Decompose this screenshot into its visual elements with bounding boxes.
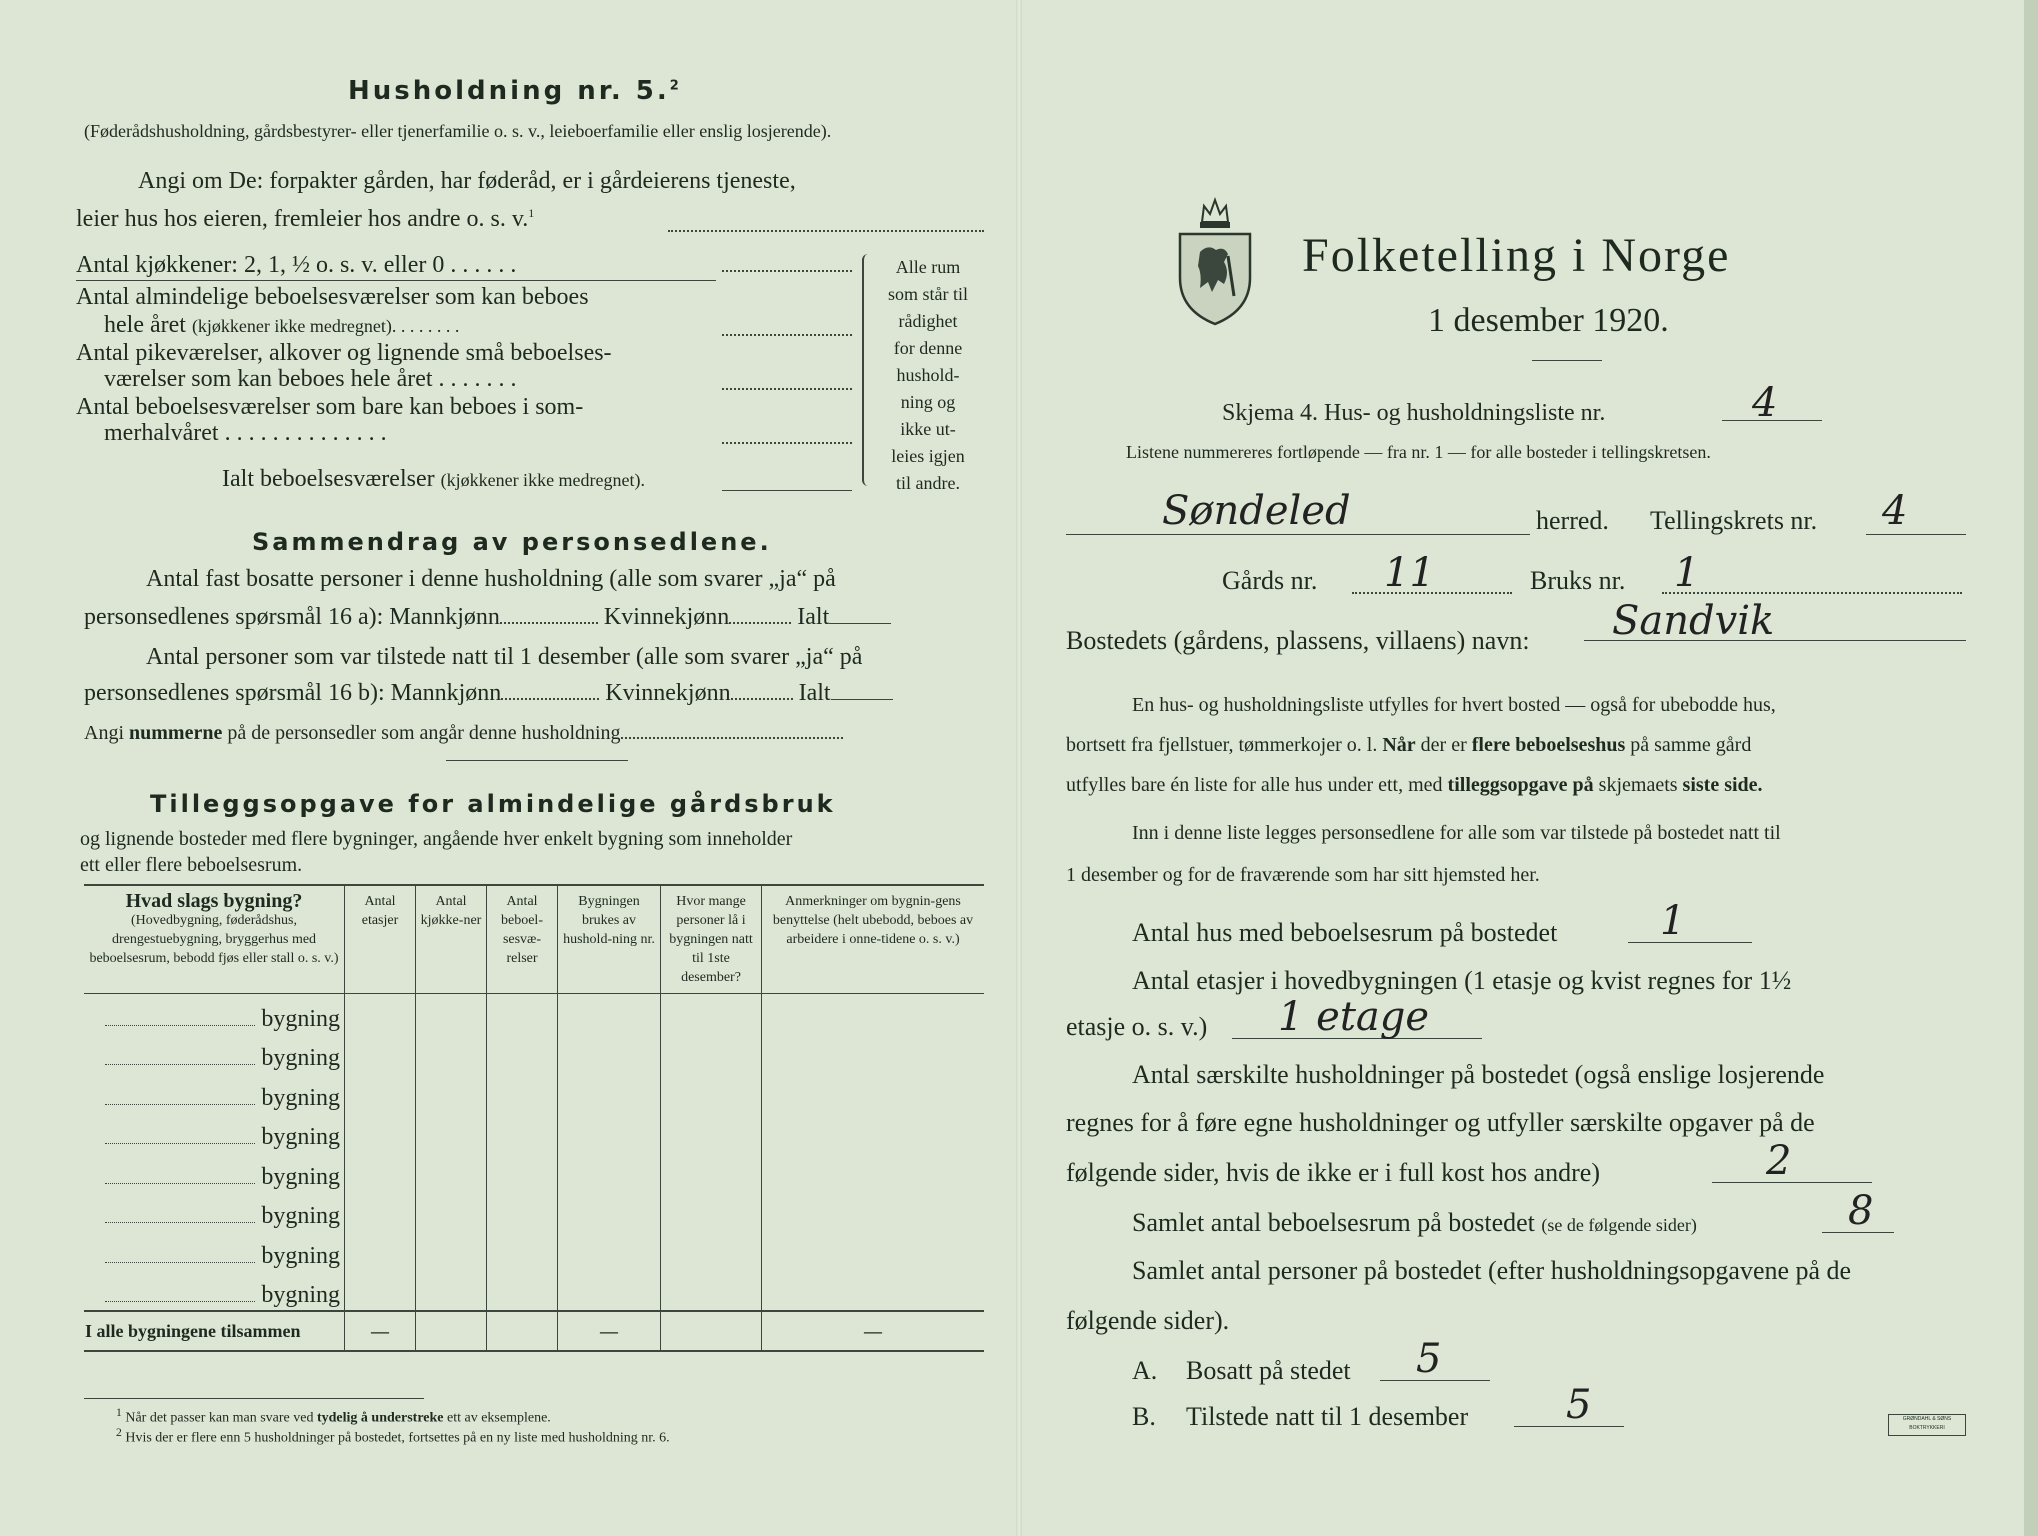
- hus-label: Antal hus med beboelsesrum på bostedet: [1132, 918, 1558, 947]
- tellingskrets-field[interactable]: [1866, 534, 1966, 535]
- alm-label-2: hele året (kjøkkener ikke medregnet). . . . . . . .: [104, 312, 460, 338]
- b-text: Tilstede natt til 1 desember: [1186, 1402, 1469, 1431]
- etasjer-line2: etasje o. s. v.): [1066, 1012, 1208, 1041]
- bare-label-1: Antal beboelsesværelser som bare kan beboes i som-: [76, 394, 584, 420]
- para2-line2: 1 desember og for de fraværende som har sitt hjemsted her.: [1066, 864, 1540, 886]
- tilst-mann-field[interactable]: [501, 698, 599, 700]
- gards-value: 11: [1384, 550, 1435, 596]
- tilst-kvinne-field[interactable]: [731, 698, 793, 700]
- tilst-ialt-field[interactable]: [831, 699, 893, 700]
- table-row[interactable]: bygning: [84, 1073, 984, 1113]
- samlet-pers-line1: Samlet antal personer på bostedet (efter husholdningsopgavene på de: [1132, 1256, 1852, 1285]
- building-table: [84, 884, 984, 1352]
- samlet-rum-label: Samlet antal beboelsesrum på bostedet (se de følgende sider): [1132, 1208, 1697, 1237]
- samlet-rum-value: 8: [1848, 1188, 1874, 1234]
- table-row[interactable]: bygning: [84, 1034, 984, 1074]
- alm-label-1: Antal almindelige beboelsesværelser som kan beboes: [76, 284, 589, 310]
- nummer-field[interactable]: [621, 737, 843, 739]
- col-kjokkener: Antal kjøkke-ner: [416, 885, 487, 994]
- saerskilte-value: 2: [1766, 1138, 1792, 1184]
- tilst-line-2: personsedlenes spørsmål 16 b): Mannkjønn Kvinnekjønn Ialt: [84, 680, 893, 707]
- tellingskrets-label: Tellingskrets nr.: [1650, 506, 1818, 535]
- fast-mann-field[interactable]: [500, 622, 598, 624]
- skjema-nr-value: 4: [1752, 380, 1778, 426]
- household-title: Husholdning nr. 5.$^2$: [348, 76, 682, 106]
- fast-ialt-field[interactable]: [829, 623, 891, 624]
- form-title: Folketelling i Norge: [1302, 229, 1731, 282]
- para1-line3: utfylles bare én liste for alle hus under ett, med tilleggsopgave på skjemaets siste side.: [1066, 774, 1763, 796]
- saerskilte-field[interactable]: [1712, 1182, 1872, 1183]
- col-husholdning-nr: Bygningen brukes av hushold-ning nr.: [558, 885, 661, 994]
- printer-stamp: GRØNDAHL & SØNS BOKTRYKKERI: [1888, 1414, 1966, 1436]
- pike-label-1: Antal pikeværelser, alkover og lignende små beboelses-: [76, 340, 612, 366]
- a-value: 5: [1416, 1336, 1442, 1382]
- table-row[interactable]: bygning: [84, 1113, 984, 1153]
- table-row[interactable]: bygning: [84, 1152, 984, 1192]
- fast-line-1: Antal fast bosatte personer i denne husholdning (alle som svarer „ja“ på: [146, 566, 836, 592]
- col-etasjer: Antal etasjer: [345, 885, 416, 994]
- tilst-line-1: Antal personer som var tilstede natt til 1 desember (alle som svarer „ja“ på: [146, 644, 863, 670]
- a-text: Bosatt på stedet: [1186, 1356, 1351, 1385]
- etasjer-value: 1 etage: [1278, 994, 1430, 1040]
- saerskilte-line3: følgende sider, hvis de ikke er i full kost hos andre): [1066, 1158, 1600, 1187]
- bostedet-label: Bostedets (gårdens, plassens, villaens) navn:: [1066, 626, 1530, 655]
- table-row[interactable]: bygning: [84, 994, 984, 1034]
- a-label: A.: [1132, 1356, 1158, 1385]
- angi-answer-field[interactable]: [668, 230, 984, 232]
- table-total-row: I alle bygningene tilsammen — — —: [84, 1311, 984, 1351]
- saerskilte-line2: regnes for å føre egne husholdninger og utfyller særskilte opgaver på de: [1066, 1108, 1815, 1137]
- bostedet-value: Sandvik: [1612, 598, 1775, 644]
- footnote-2: $^2$ Hvis der er flere enn 5 husholdninger på bostedet, fortsettes på en ny liste med husholdning nr. 6.: [116, 1426, 670, 1446]
- hus-field[interactable]: [1628, 942, 1752, 943]
- kjokkener-label: Antal kjøkkener: 2, 1, ½ o. s. v. eller 0 . . . . . .: [76, 252, 517, 278]
- gards-label: Gårds nr.: [1222, 566, 1318, 595]
- bruks-value: 1: [1674, 550, 1700, 596]
- para2-line1: Inn i denne liste legges personsedlene for alle som var tilstede på bostedet natt til: [1132, 822, 1781, 844]
- tillegg-line-2: ett eller flere beboelsesrum.: [80, 854, 303, 876]
- pike-field[interactable]: [722, 388, 852, 390]
- side-note: Alle rum som står til rådighet for denne hushold- ning og ikke ut- leies igjen til andre.: [888, 257, 968, 493]
- herred-label: herred.: [1536, 506, 1609, 535]
- bruks-label: Bruks nr.: [1530, 566, 1626, 595]
- pike-label-2: værelser som kan beboes hele året . . . . . . .: [104, 366, 517, 392]
- ialt-label: Ialt beboelsesværelser (kjøkkener ikke medregnet).: [222, 466, 646, 492]
- nummer-line: Angi nummerne på de personsedler som angår denne husholdning: [84, 722, 843, 745]
- table-row[interactable]: bygning: [84, 1231, 984, 1271]
- sammendrag-title: Sammendrag av personsedlene.: [252, 528, 772, 556]
- b-label: B.: [1132, 1402, 1156, 1431]
- para1-line1: En hus- og husholdningsliste utfylles for hvert bosted — også for ubebodde hus,: [1132, 694, 1776, 716]
- col-personer: Hvor mange personer lå i bygningen natt til 1ste desember?: [661, 885, 762, 994]
- total-label: I alle bygningene tilsammen: [84, 1311, 345, 1351]
- bare-field[interactable]: [722, 442, 852, 444]
- etasjer-line1: Antal etasjer i hovedbygningen (1 etasje og kvist regnes for 1½: [1132, 966, 1792, 995]
- b-value: 5: [1566, 1382, 1592, 1428]
- samlet-pers-line2: følgende sider).: [1066, 1306, 1230, 1335]
- angi-line-1: Angi om De: forpakter gården, har føderåd, er i gårdeierens tjeneste,: [138, 168, 796, 194]
- para1-line2: bortsett fra fjellstuer, tømmerkojer o. l. Når der er flere beboelseshus på samme gård: [1066, 734, 1752, 756]
- alm-field[interactable]: [722, 334, 852, 336]
- saerskilte-line1: Antal særskilte husholdninger på bostedet (også enslige losjerende: [1132, 1060, 1825, 1089]
- kjokkener-underline: [76, 280, 716, 281]
- angi-line-2: leier hus hos eieren, fremleier hos andre o. s. v.$^1$: [76, 206, 535, 232]
- herred-value: Søndeled: [1162, 488, 1351, 534]
- skjema-label: Skjema 4. Hus- og husholdningsliste nr.: [1222, 400, 1606, 426]
- coat-of-arms-icon: [1172, 192, 1258, 328]
- footnote-1: $^1$ Når det passer kan man svare ved tydelig å understreke ett av eksemplene.: [116, 1406, 551, 1426]
- hus-value: 1: [1660, 898, 1686, 944]
- paper-edge: [2024, 0, 2038, 1536]
- divider-short: [446, 760, 628, 761]
- footnote-rule: [84, 1398, 424, 1399]
- bruks-field[interactable]: [1662, 592, 1962, 594]
- table-row[interactable]: bygning: [84, 1192, 984, 1232]
- fast-line-2: personsedlenes spørsmål 16 a): Mannkjønn Kvinnekjønn Ialt: [84, 604, 891, 631]
- ialt-field[interactable]: [722, 490, 852, 491]
- listene-note: Listene nummereres fortløpende — fra nr. 1 — for alle bosteder i tellingskretsen.: [1126, 442, 1711, 462]
- title-rule: [1532, 360, 1602, 361]
- page-fold: [1016, 0, 1022, 1536]
- kjokkener-field[interactable]: [722, 270, 852, 272]
- col-beboelsesvaerelser: Antal beboel-sesvæ-relser: [487, 885, 558, 994]
- form-date: 1 desember 1920.: [1428, 302, 1669, 339]
- tillegg-line-1: og lignende bosteder med flere bygninger, angående hver enkelt bygning som inneholder: [80, 828, 793, 850]
- bare-label-2: merhalvåret . . . . . . . . . . . . . .: [104, 420, 387, 446]
- table-row[interactable]: bygning: [84, 1271, 984, 1312]
- herred-field[interactable]: [1066, 534, 1530, 535]
- col-anmerkninger: Anmerkninger om bygnin-gens benyttelse (helt ubebodd, beboes av arbeidere i onne-tidene o. s. v.): [762, 885, 985, 994]
- col-building-type: Hvad slags bygning? (Hovedbygning, føderådshus, drengestuebygning, bryggerhus med beboelsesrum, bebodd fjøs eller stall o. s. v.): [84, 885, 345, 994]
- tellingskrets-value: 4: [1882, 488, 1908, 534]
- fast-kvinne-field[interactable]: [729, 622, 791, 624]
- tillegg-title: Tilleggsopgave for almindelige gårdsbruk: [150, 790, 836, 818]
- household-intro: (Føderådshusholdning, gårdsbestyrer- eller tjenerfamilie o. s. v., leieboerfamilie eller enslig losjerende).: [84, 121, 832, 141]
